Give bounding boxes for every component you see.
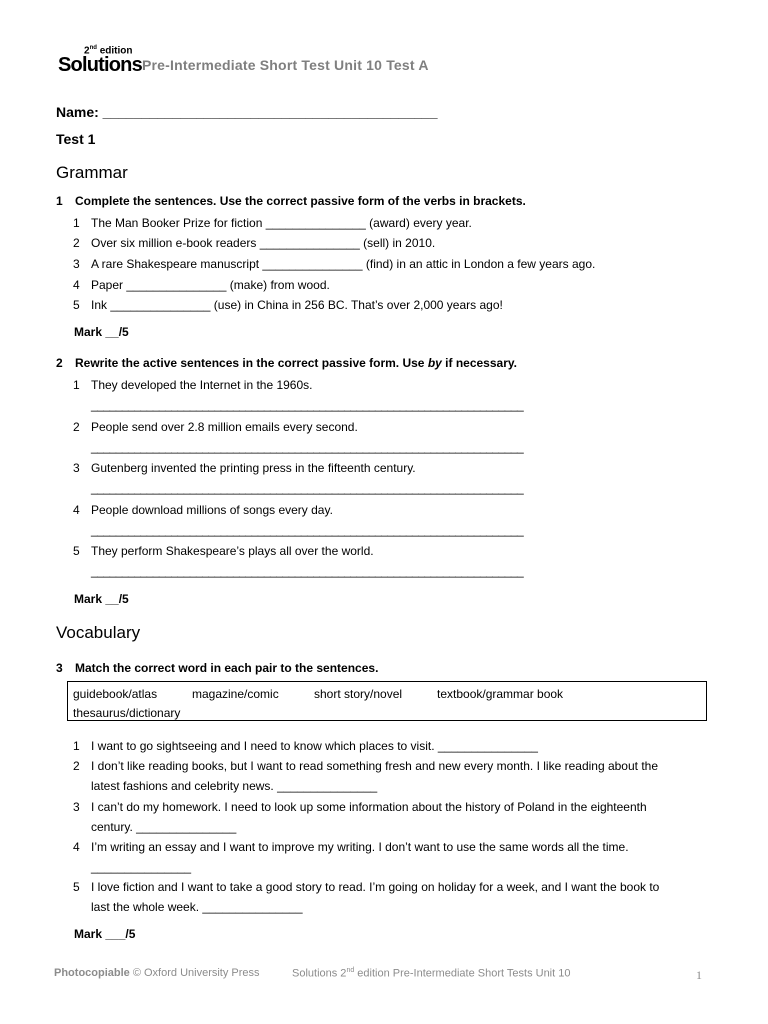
item-text: Over six million e-book readers _______________ (sell) in 2010. (91, 236, 436, 250)
item-number: 4 (73, 503, 80, 517)
brand-logo: Solutions (58, 54, 142, 76)
answer-line: ______________________________________________________________________ (91, 481, 524, 495)
item-number: 1 (73, 739, 80, 753)
exercise-3-mark: Mark ___/5 (74, 927, 136, 941)
item-number: 5 (73, 544, 80, 558)
item-number: 4 (73, 278, 80, 292)
section-title-grammar: Grammar (56, 163, 128, 182)
item-number: 5 (73, 880, 80, 894)
answer-line: ______________________________________________________________________ (91, 398, 524, 412)
item-text: A rare Shakespeare manuscript _______________ (find) in an attic in London a few years ago. (91, 257, 596, 271)
word-option: textbook/grammar book (437, 687, 564, 701)
answer-line: ______________________________________________________________________ (91, 523, 524, 537)
item-text: People send over 2.8 million emails every second. (91, 420, 358, 434)
test-title: Test 1 (56, 131, 96, 147)
item-text: Ink _______________ (use) in China in 256 BC. That’s over 2,000 years ago! (91, 298, 503, 312)
exercise-1-mark: Mark __/5 (74, 325, 129, 339)
item-number: 3 (73, 257, 80, 271)
item-text: The Man Booker Prize for fiction _______________ (award) every year. (91, 216, 472, 230)
item-number: 4 (73, 840, 80, 854)
item-text: People download millions of songs every day. (91, 503, 333, 517)
item-number: 3 (73, 800, 80, 814)
item-text: They perform Shakespeare’s plays all over the world. (91, 544, 374, 558)
test-subtitle: Pre-Intermediate Short Test Unit 10 Test A (142, 57, 429, 73)
word-option: guidebook/atlas (73, 687, 158, 701)
item-text: century. _______________ (91, 820, 237, 834)
word-box (67, 681, 707, 721)
item-text: I’m writing an essay and I want to improve my writing. I don’t want to use the same words all the time. (91, 840, 629, 854)
word-option: short story/novel (314, 687, 403, 701)
item-text: last the whole week. _______________ (91, 900, 303, 914)
item-text: Gutenberg invented the printing press in the fifteenth century. (91, 461, 416, 475)
worksheet-page: 2nd edition Solutions Pre-Intermediate Short Test Unit 10 Test A Name: ___________________________________________ Test 1 Grammar 1 Complete the sentences. Use the correct passive form of the verbs in brackets. 1 The Man Booker Prize for fiction _______________ (award) every year. 2 Over six million e-book readers _______________ (sell) in 2010. 3 A rare Shakespeare manuscript _______________ (find) in an attic in London a few years ago. 4 Paper _______________ (make) from wood. 5 Ink _______________ (use) in China in 256 BC. That’s over 2,000 years ago! Mark __/5 2 Rewrite the active sentences in the correct passive form. Use by if necessary. 1 They developed the Internet in the 1960s. ______________________________________________________________________ 2 People send over 2.8 million emails every second. ______________________________________________________________________ 3 Gutenberg invented the printing press in the fifteenth century. ______________________________________________________________________ 4 People download millions of songs every day. ______________________________________________________________________ 5 They perform Shakespeare’s plays all over the world. ______________________________________________________________________ Mark __/5 Vocabulary 3 Match the correct word in each pair to the sentences. guidebook/atlas magazine/comic short story/novel textbook/grammar book thesaurus/dictionary 1 I want to go sightseeing and I need to know which places to visit. _______________ 2 I don’t like reading books, but I want to read something fresh and new every month. I like reading about the latest fashions and celebrity news. _______________ 3 I can’t do my homework. I need to look up some information about the history of Poland in the eighteenth century. _______________ 4 I’m writing an essay and I want to improve my writing. I don’t want to use the same words all the time. _______________ 5 I love fiction and I want to take a good story to read. I’m going on holiday for a week, and I want the book to last the whole week. _______________ Mark ___/5 Photocopiable © Oxford University Press Solutions 2nd edition Pre-Intermediate Short Tests Unit 10 1 (0, 0, 768, 1024)
item-text: I want to go sightseeing and I need to know which places to visit. _______________ (91, 739, 538, 753)
footer-copyright: Photocopiable © Oxford University Press (54, 967, 260, 979)
item-number: 2 (73, 236, 80, 250)
item-number: 1 (73, 378, 80, 392)
item-text: I love fiction and I want to take a good story to read. I’m going on holiday for a week, and I want the book to (91, 880, 660, 894)
name-field-line: Name: ___________________________________________ (56, 104, 438, 120)
answer-line: ______________________________________________________________________ (91, 564, 524, 578)
item-text: _______________ (91, 860, 192, 874)
item-text: latest fashions and celebrity news. _______________ (91, 779, 378, 793)
word-option: magazine/comic (192, 687, 279, 701)
item-text: Paper _______________ (make) from wood. (91, 278, 330, 292)
answer-line: ______________________________________________________________________ (91, 440, 524, 454)
item-text: They developed the Internet in the 1960s. (91, 378, 313, 392)
item-text: I can’t do my homework. I need to look up some information about the history of Poland in the eighteenth (91, 800, 647, 814)
item-number: 2 (73, 420, 80, 434)
word-option: thesaurus/dictionary (73, 706, 181, 720)
item-number: 1 (73, 216, 80, 230)
footer-series: Solutions 2nd edition Pre-Intermediate Short Tests Unit 10 (292, 967, 571, 980)
item-number: 3 (73, 461, 80, 475)
exercise-2-mark: Mark __/5 (74, 592, 129, 606)
section-title-vocabulary: Vocabulary (56, 623, 141, 642)
item-number: 5 (73, 298, 80, 312)
page-number: 1 (696, 968, 702, 982)
item-text: I don’t like reading books, but I want to read something fresh and new every month. I like reading about the (91, 759, 659, 773)
item-number: 2 (73, 759, 80, 773)
edition-label: 2nd edition (84, 45, 133, 57)
